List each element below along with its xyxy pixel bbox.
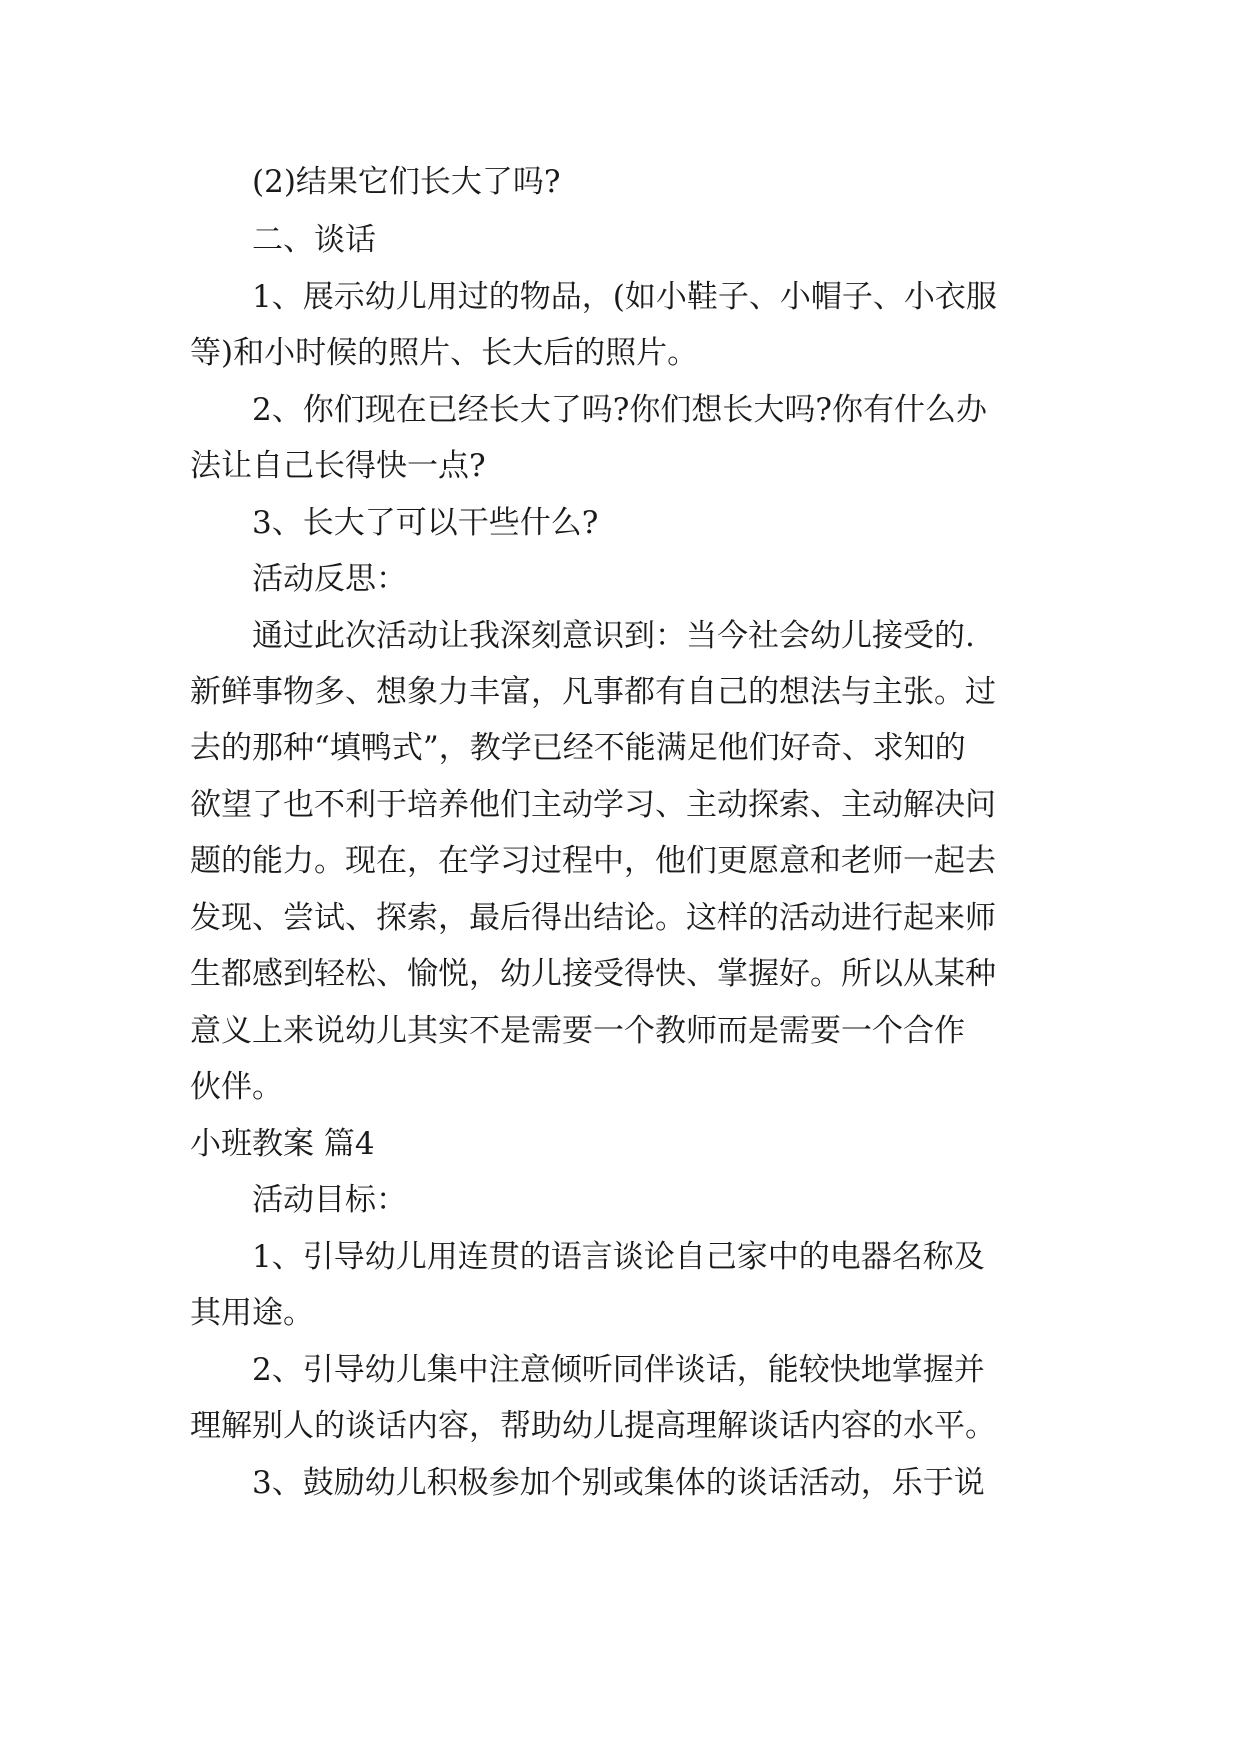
text-line: 2、引导幼儿集中注意倾听同伴谈话，能较快地掌握并 [252, 1352, 985, 1388]
text-line: 1、引导幼儿用连贯的语言谈论自己家中的电器名称及 [252, 1239, 985, 1275]
section-title: 小班教案 篇4 [190, 1126, 375, 1162]
text-line: 1、展示幼儿用过的物品，(如小鞋子、小帽子、小衣服 [252, 279, 997, 315]
text-line: 去的那种“填鸭式”，教学已经不能满足他们好奇、求知的 [190, 730, 966, 766]
text-line: 等)和小时候的照片、长大后的照片。 [190, 335, 699, 371]
text-line: 通过此次活动让我深刻意识到：当今社会幼儿接受的. [252, 618, 975, 654]
text-line: 意义上来说幼儿其实不是需要一个教师而是需要一个合作 [190, 1013, 965, 1049]
text-line: 题的能力。现在，在学习过程中，他们更愿意和老师一起去 [190, 843, 996, 879]
section-heading: 活动反思： [252, 561, 407, 597]
text-line: 理解别人的谈话内容，帮助幼儿提高理解谈话内容的水平。 [190, 1408, 996, 1444]
text-line: (2)结果它们长大了吗? [252, 164, 561, 200]
text-line: 法让自己长得快一点? [190, 448, 486, 484]
section-heading: 二、谈话 [252, 222, 376, 258]
text-line: 3、鼓励幼儿积极参加个别或集体的谈话活动，乐于说 [252, 1465, 985, 1501]
section-heading: 活动目标： [252, 1182, 407, 1218]
text-line: 其用途。 [190, 1295, 314, 1331]
text-line: 伙伴。 [190, 1069, 283, 1105]
text-line: 发现、尝试、探索，最后得出结论。这样的活动进行起来师 [190, 900, 996, 936]
text-line: 生都感到轻松、愉悦，幼儿接受得快、掌握好。所以从某种 [190, 956, 996, 992]
text-line: 2、你们现在已经长大了吗?你们想长大吗?你有什么办 [252, 392, 987, 428]
text-line: 新鲜事物多、想象力丰富，凡事都有自己的想法与主张。过 [190, 674, 996, 710]
text-line: 3、长大了可以干些什么? [252, 505, 599, 541]
text-line: 欲望了也不利于培养他们主动学习、主动探索、主动解决问 [190, 787, 996, 823]
